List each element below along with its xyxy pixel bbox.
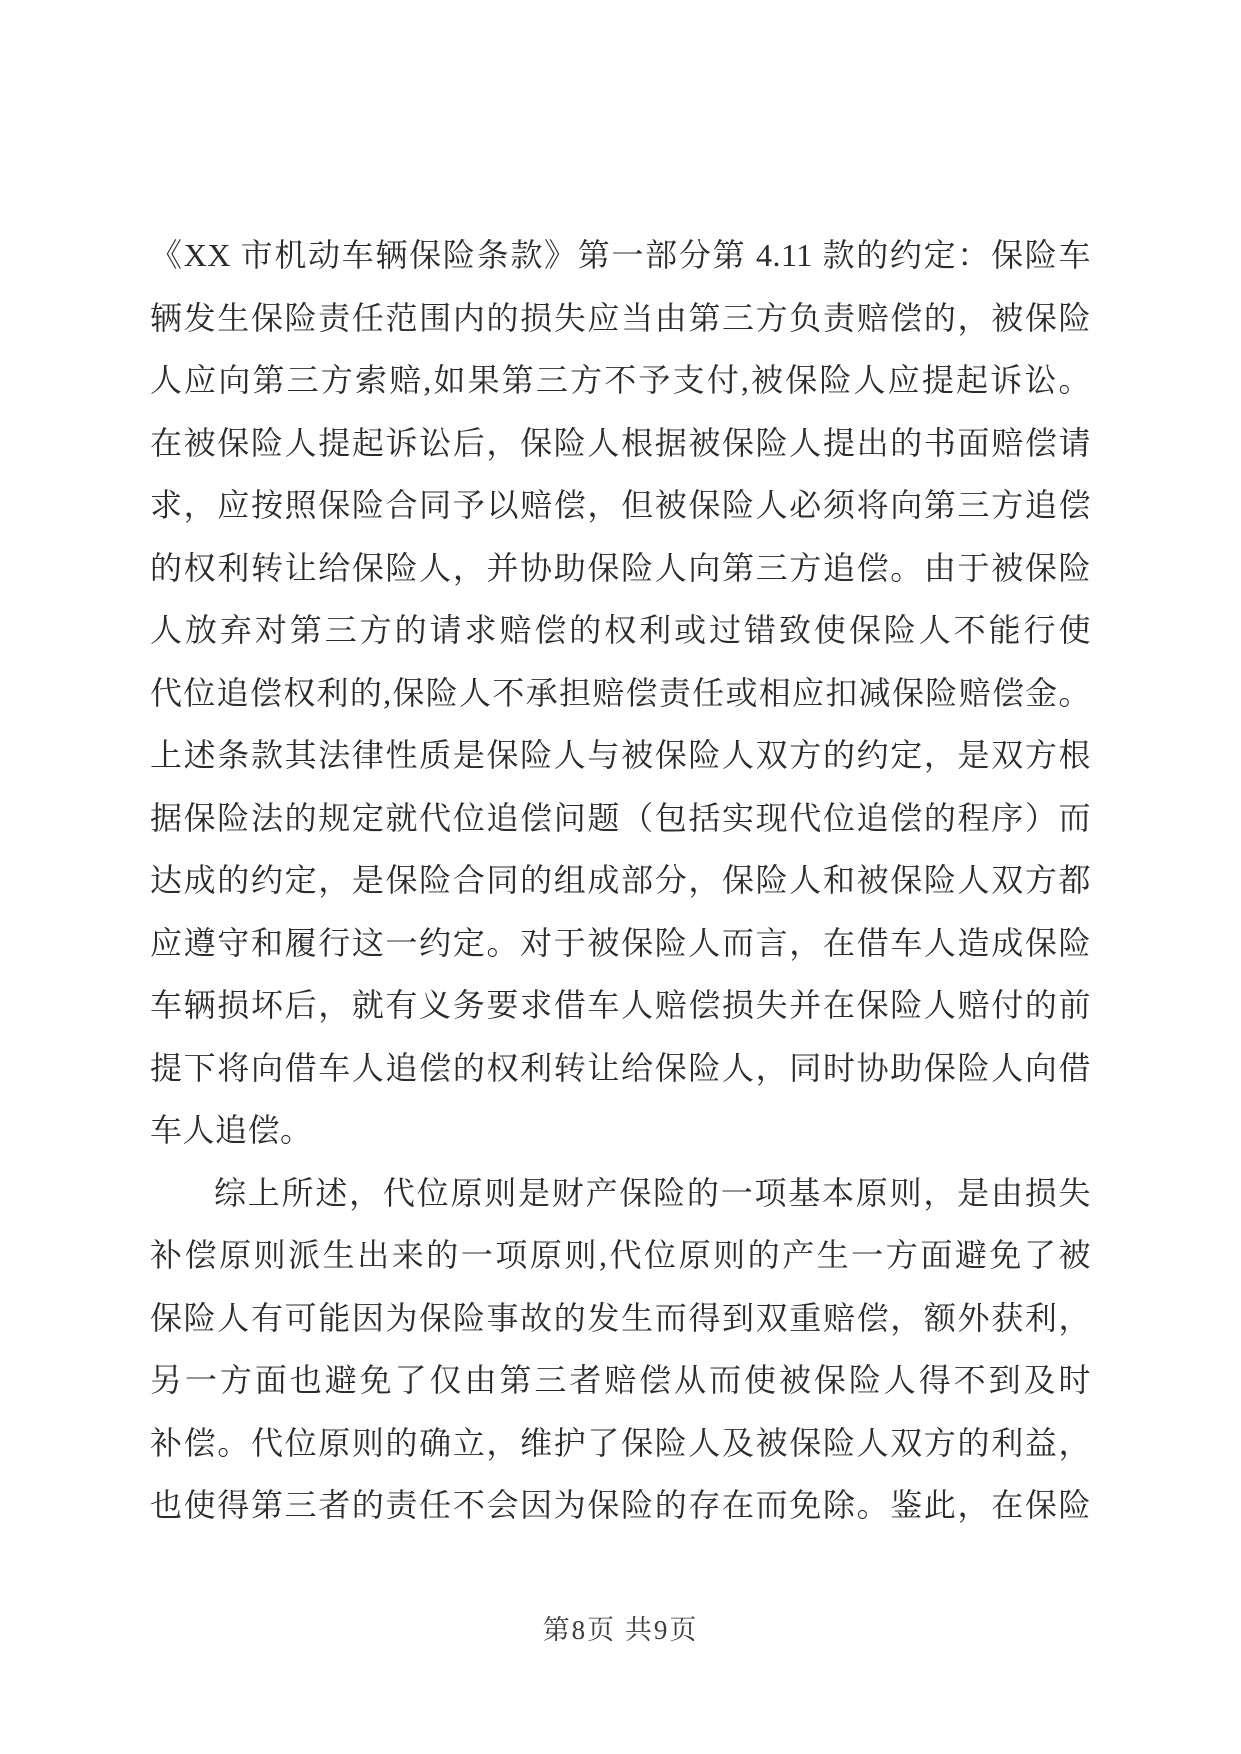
text-line: 补偿。代位原则的确立，维护了保险人及被保险人双方的利益， [150,1424,1091,1461]
text-line-paragraph-start: 综上所述，代位原则是财产保险的一项基本原则，是由损失 [214,1174,1091,1211]
text-line: 在被保险人提起诉讼后，保险人根据被保险人提出的书面赔偿请 [150,424,1091,461]
body-text [150,224,1091,1537]
text-line: 人放弃对第三方的请求赔偿的权利或过错致使保险人不能行使 [150,612,1091,648]
text-line: 车辆损坏后，就有义务要求借车人赔偿损失并在保险人赔付的前 [150,987,1091,1023]
text-line: 应遵守和履行这一约定。对于被保险人而言，在借车人造成保险 [150,924,1091,961]
text-line: 补偿原则派生出来的一项原则,代位原则的产生一方面避免了被 [150,1237,1091,1273]
text-line: 上述条款其法律性质是保险人与被保险人双方的约定，是双方根 [150,737,1091,773]
text-line: 辆发生保险责任范围内的损失应当由第三方负责赔偿的，被保险 [150,299,1091,336]
page-number-footer: 第8页 共9页 [542,1615,699,1645]
text-line: 《XX 市机动车辆保险条款》第一部分第 4.11 款的约定：保险车 [150,237,1091,273]
text-line-paragraph-end: 车人追偿。 [150,1112,313,1148]
text-line: 求，应按照保险合同予以赔偿，但被保险人必须将向第三方追偿 [150,487,1091,523]
text-line: 人应向第三方索赔,如果第三方不予支付,被保险人应提起诉讼。 [150,362,1091,398]
text-line: 达成的约定，是保险合同的组成部分，保险人和被保险人双方都 [150,862,1091,898]
text-line: 保险人有可能因为保险事故的发生而得到双重赔偿，额外获利， [150,1299,1091,1336]
text-line: 也使得第三者的责任不会因为保险的存在而免除。鉴此，在保险 [150,1487,1091,1523]
text-line: 据保险法的规定就代位追偿问题（包括实现代位追偿的程序）而 [150,799,1091,836]
text-line: 提下将向借车人追偿的权利转让给保险人，同时协助保险人向借 [150,1049,1091,1086]
text-line: 代位追偿权利的,保险人不承担赔偿责任或相应扣减保险赔偿金。 [150,674,1091,711]
text-line: 另一方面也避免了仅由第三者赔偿从而使被保险人得不到及时 [150,1362,1091,1398]
text-line: 的权利转让给保险人，并协助保险人向第三方追偿。由于被保险 [150,549,1091,586]
